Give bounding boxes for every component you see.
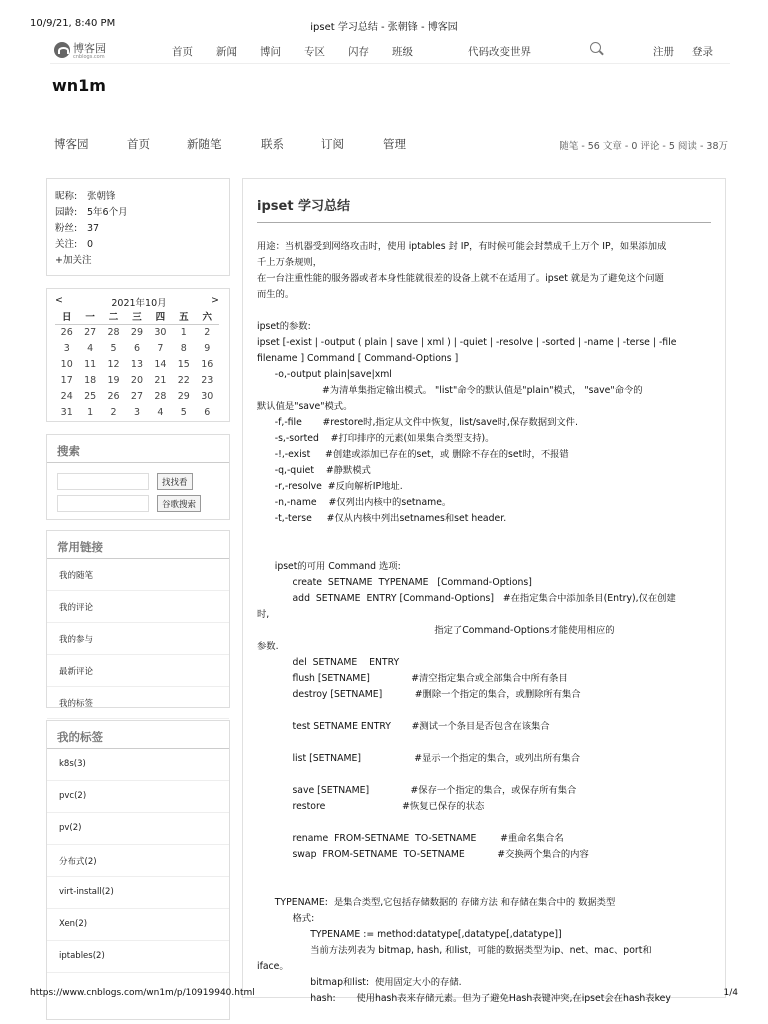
calendar-weekday: 六 bbox=[196, 309, 219, 324]
search-panel bbox=[46, 434, 230, 520]
calendar-day[interactable]: 23 bbox=[201, 374, 214, 386]
calendar-next-month[interactable]: > bbox=[211, 295, 219, 306]
topnav-item-flash[interactable]: 闪存 bbox=[348, 46, 369, 58]
calendar-day[interactable]: 6 bbox=[133, 342, 140, 354]
blog-title[interactable]: wn1m bbox=[52, 76, 106, 95]
calendar-weekday: 一 bbox=[78, 309, 101, 324]
calendar-day[interactable]: 29 bbox=[177, 390, 190, 402]
tag-item[interactable]: pvc(2) bbox=[47, 781, 229, 813]
profile-label: 粉丝: bbox=[55, 223, 78, 234]
print-datetime: 10/9/21, 8:40 PM bbox=[30, 18, 116, 29]
calendar-day[interactable]: 9 bbox=[204, 342, 211, 354]
calendar-day[interactable]: 30 bbox=[201, 390, 214, 402]
tag-item[interactable]: k8s(3) bbox=[47, 749, 229, 781]
profile-label: 昵称: bbox=[55, 191, 78, 202]
calendar-day[interactable]: 11 bbox=[84, 358, 97, 370]
post-line: test SETNAME ENTRY #测试一个条目是否包含在该集合 bbox=[257, 721, 550, 732]
post-line: destroy [SETNAME] #删除一个指定的集合，或删除所有集合 bbox=[257, 689, 581, 700]
site-search-button[interactable]: 找找看 bbox=[157, 473, 193, 490]
site-search-input[interactable] bbox=[57, 473, 149, 490]
calendar-weekday: 二 bbox=[102, 309, 125, 324]
calendar-day[interactable]: 26 bbox=[107, 390, 120, 402]
calendar-day[interactable]: 22 bbox=[177, 374, 190, 386]
search-icon[interactable] bbox=[590, 42, 604, 56]
calendar-month-title: 2021年10月 bbox=[111, 298, 167, 309]
calendar-day[interactable]: 3 bbox=[133, 406, 140, 418]
topnav-item-home[interactable]: 首页 bbox=[172, 46, 193, 58]
blank-line bbox=[257, 863, 711, 879]
calendar-day[interactable]: 1 bbox=[180, 326, 187, 338]
topnav-item-class[interactable]: 班级 bbox=[392, 46, 413, 58]
calendar-day[interactable]: 19 bbox=[107, 374, 120, 386]
post-line: 而生的。 bbox=[257, 289, 295, 300]
calendar-day[interactable]: 28 bbox=[154, 390, 167, 402]
post-line: 当前方法列表为 bitmap, hash, 和list，可能的数据类型为ip、net、mac、port和 bbox=[257, 945, 652, 956]
blognav-item-cnblogs[interactable]: 博客园 bbox=[54, 137, 89, 151]
profile-row bbox=[55, 205, 229, 221]
calendar-day[interactable]: 27 bbox=[84, 326, 97, 338]
logo-subtext: cnblogs.com bbox=[73, 54, 105, 60]
topnav-item-slogan[interactable]: 代码改变世界 bbox=[468, 46, 531, 58]
profile-label: 园龄: bbox=[55, 207, 78, 218]
search-panel-title: 搜索 bbox=[47, 435, 229, 463]
calendar-day[interactable]: 24 bbox=[60, 390, 73, 402]
logo-text: 博客园 bbox=[73, 42, 106, 55]
profile-age[interactable]: 5年6个月 bbox=[87, 207, 128, 218]
blog-nav bbox=[50, 134, 730, 154]
blog-stats: 随笔 - 56 文章 - 0 评论 - 5 阅读 - 38万 bbox=[559, 141, 728, 152]
calendar-day[interactable]: 2 bbox=[204, 326, 211, 338]
link-my-participation[interactable]: 我的参与 bbox=[47, 623, 229, 655]
calendar-day[interactable]: 6 bbox=[204, 406, 211, 418]
calendar-day[interactable]: 12 bbox=[107, 358, 120, 370]
profile-following[interactable]: 0 bbox=[87, 239, 94, 250]
post-line: 时, bbox=[257, 609, 270, 620]
tag-item[interactable]: 分布式(2) bbox=[47, 845, 229, 877]
calendar-day[interactable]: 2 bbox=[110, 406, 117, 418]
calendar-weekday: 五 bbox=[172, 309, 195, 324]
post-line: TYPENAME: 是集合类型,它包括存储数据的 存储方法 和存储在集合中的 数据类型 bbox=[257, 897, 616, 908]
post-container bbox=[242, 178, 726, 1004]
post-line: #为清单集指定输出模式。 "list"命令的默认值是"plain"模式， "save"命令的 bbox=[257, 385, 643, 396]
post-line: 指定了Command-Options才能使用相应的 bbox=[257, 625, 615, 636]
profile-row bbox=[55, 189, 229, 205]
post-line: ipset的可用 Command 选项: bbox=[257, 561, 401, 572]
calendar-day[interactable]: 15 bbox=[177, 358, 190, 370]
post-line: add SETNAME ENTRY [Command-Options] #在指定集合中添加条目(Entry),仅在创建 bbox=[257, 593, 676, 604]
my-tags-title: 我的标签 bbox=[47, 721, 229, 749]
calendar-weekday: 四 bbox=[149, 309, 172, 324]
post-line: 在一台注重性能的服务器或者本身性能就很差的设备上就不在适用了。ipset 就是为了避免这个问题 bbox=[257, 273, 664, 284]
post-line: flush [SETNAME] #清空指定集合或全部集合中所有条目 bbox=[257, 673, 568, 684]
calendar-day[interactable]: 21 bbox=[154, 374, 167, 386]
link-latest-comments[interactable]: 最新评论 bbox=[47, 655, 229, 687]
calendar-day[interactable]: 7 bbox=[157, 342, 164, 354]
post-line: -n,-name #仅列出内核中的setname。 bbox=[257, 497, 452, 508]
calendar-weekday: 三 bbox=[125, 309, 148, 324]
print-url: https://www.cnblogs.com/wn1m/p/10919940.html bbox=[30, 988, 255, 998]
blank-line bbox=[257, 303, 711, 319]
profile-nickname[interactable]: 张朝锋 bbox=[87, 191, 116, 202]
calendar-day[interactable]: 10 bbox=[60, 358, 73, 370]
calendar-day[interactable]: 18 bbox=[84, 374, 97, 386]
tag-item[interactable]: pv(2) bbox=[47, 813, 229, 845]
link-my-tags[interactable]: 我的标签 bbox=[47, 687, 229, 719]
my-tags-panel bbox=[46, 720, 230, 1020]
calendar-day[interactable]: 8 bbox=[180, 342, 187, 354]
calendar-day[interactable]: 20 bbox=[130, 374, 144, 386]
blognav-item-new-post[interactable]: 新随笔 bbox=[187, 137, 222, 151]
google-search-button[interactable]: 谷歌搜索 bbox=[157, 495, 201, 512]
cnblogs-logo-icon bbox=[54, 42, 70, 58]
calendar-day[interactable]: 4 bbox=[157, 406, 164, 418]
site-topnav bbox=[50, 38, 730, 64]
post-line: restore #恢复已保存的状态 bbox=[257, 801, 485, 812]
blank-line bbox=[257, 879, 711, 895]
blank-line bbox=[257, 527, 711, 543]
post-line: del SETNAME ENTRY bbox=[257, 657, 400, 668]
calendar-day[interactable]: 3 bbox=[63, 342, 70, 354]
blank-line bbox=[257, 703, 711, 719]
profile-row bbox=[55, 237, 229, 253]
calendar-day[interactable]: 28 bbox=[107, 326, 120, 338]
calendar-week bbox=[55, 340, 219, 356]
calendar-week bbox=[55, 372, 219, 388]
tag-item[interactable]: virt-install(2) bbox=[47, 877, 229, 909]
common-links-panel bbox=[46, 530, 230, 708]
calendar-day[interactable]: 14 bbox=[154, 358, 167, 370]
post-body bbox=[257, 239, 711, 1007]
link-my-comments[interactable]: 我的评论 bbox=[47, 591, 229, 623]
calendar-prev-month[interactable]: < bbox=[55, 295, 63, 306]
calendar-week bbox=[55, 404, 219, 420]
post-line: rename FROM-SETNAME TO-SETNAME #重命名集合名 bbox=[257, 833, 564, 844]
post-line: 参数. bbox=[257, 641, 279, 652]
post-line: 用途：当机器受到网络攻击时，使用 iptables 封 IP，有时候可能会封禁成千上万个 IP，如果添加成 bbox=[257, 241, 667, 252]
post-line: -f,-file #restore时,指定从文件中恢复，list/save时,保存数据到文件. bbox=[257, 417, 578, 428]
calendar-day[interactable]: 30 bbox=[154, 326, 167, 338]
post-line: swap FROM-SETNAME TO-SETNAME #交换两个集合的内容 bbox=[257, 849, 589, 860]
calendar-day[interactable]: 27 bbox=[130, 390, 144, 402]
calendar-day[interactable]: 25 bbox=[84, 390, 97, 402]
post-line: -q,-quiet #静默模式 bbox=[257, 465, 371, 476]
post-line: bitmap和list: 使用固定大小的存储. bbox=[257, 977, 462, 988]
post-line: -r,-resolve #反向解析IP地址. bbox=[257, 481, 403, 492]
profile-row bbox=[55, 221, 229, 237]
calendar-week bbox=[55, 388, 219, 404]
calendar-day[interactable]: 5 bbox=[110, 342, 117, 354]
post-line: 格式: bbox=[257, 913, 315, 924]
post-line: -t,-terse #仅从内核中列出setnames和set header. bbox=[257, 513, 507, 524]
calendar-day[interactable]: 1 bbox=[87, 406, 94, 418]
topnav-item-news[interactable]: 新闻 bbox=[216, 46, 237, 58]
link-my-posts[interactable]: 我的随笔 bbox=[47, 559, 229, 591]
calendar-week bbox=[55, 324, 219, 340]
print-doc-title: ipset 学习总结 - 张朝锋 - 博客园 bbox=[310, 22, 458, 33]
blank-line bbox=[257, 815, 711, 831]
post-title[interactable]: ipset 学习总结 bbox=[257, 195, 711, 223]
profile-followers[interactable]: 37 bbox=[87, 223, 100, 234]
blank-line bbox=[257, 735, 711, 751]
calendar-grid bbox=[55, 309, 219, 420]
tag-item[interactable]: Xen(2) bbox=[47, 909, 229, 941]
calendar-days bbox=[55, 324, 219, 420]
calendar-header bbox=[55, 293, 223, 309]
post-line: ipset [-exist | -output ( plain | save | xml ) | -quiet | -resolve | -sorted | -name | -terse | -file bbox=[257, 337, 677, 348]
post-line: -o,-output plain|save|xml bbox=[257, 369, 392, 380]
blognav-item-subscribe[interactable]: 订阅 bbox=[321, 137, 344, 151]
calendar-day[interactable]: 5 bbox=[180, 406, 187, 418]
post-line: list [SETNAME] #显示一个指定的集合，或列出所有集合 bbox=[257, 753, 581, 764]
cnblogs-logo[interactable] bbox=[54, 40, 114, 62]
blank-line bbox=[257, 543, 711, 559]
print-footer bbox=[30, 988, 738, 1002]
profile-panel bbox=[46, 178, 230, 276]
blognav-item-manage[interactable]: 管理 bbox=[383, 137, 406, 151]
post-line: save [SETNAME] #保存一个指定的集合，或保存所有集合 bbox=[257, 785, 577, 796]
calendar-day[interactable]: 31 bbox=[60, 406, 73, 418]
calendar-day[interactable]: 29 bbox=[130, 326, 144, 338]
topnav-item-questions[interactable]: 博问 bbox=[260, 46, 281, 58]
print-header bbox=[30, 18, 738, 32]
print-page-number: 1/4 bbox=[723, 988, 738, 998]
calendar-day[interactable]: 26 bbox=[60, 326, 73, 338]
calendar-day[interactable]: 16 bbox=[201, 358, 214, 370]
post-line: 千上万条规则， bbox=[257, 257, 323, 268]
post-line: -!,-exist #创建或添加已存在的set，或 删除不存在的set时，不报错 bbox=[257, 449, 569, 460]
login-link[interactable]: 登录 bbox=[692, 46, 713, 58]
calendar-week bbox=[55, 356, 219, 372]
calendar-day[interactable]: 4 bbox=[87, 342, 94, 354]
blognav-item-contact[interactable]: 联系 bbox=[261, 137, 284, 151]
tag-item[interactable]: iptables(2) bbox=[47, 941, 229, 973]
calendar-panel bbox=[46, 288, 230, 422]
calendar-day[interactable]: 17 bbox=[60, 374, 73, 386]
calendar-weekday: 日 bbox=[55, 309, 78, 324]
blank-line bbox=[257, 767, 711, 783]
post-line: ipset的参数: bbox=[257, 321, 311, 332]
google-search-input[interactable] bbox=[57, 495, 149, 512]
topnav-item-zones[interactable]: 专区 bbox=[304, 46, 325, 58]
follow-link[interactable]: +加关注 bbox=[55, 255, 92, 266]
blognav-item-home[interactable]: 首页 bbox=[127, 137, 150, 151]
calendar-day[interactable]: 13 bbox=[130, 358, 144, 370]
post-line: -s,-sorted #打印排序的元素(如果集合类型支持)。 bbox=[257, 433, 495, 444]
post-line: filename ] Command [ Command-Options ] bbox=[257, 353, 459, 364]
post-line: 默认值是"save"模式。 bbox=[257, 401, 353, 412]
profile-label: 关注: bbox=[55, 239, 78, 250]
post-line: TYPENAME := method:datatype[,datatype[,datatype]] bbox=[257, 929, 562, 940]
post-line: iface。 bbox=[257, 961, 289, 972]
register-link[interactable]: 注册 bbox=[653, 46, 674, 58]
post-line: hash: 使用hash表来存储元素。但为了避免Hash表键冲突,在ipset会在hash表key bbox=[257, 993, 671, 1004]
common-links-title: 常用链接 bbox=[47, 531, 229, 559]
post-line: create SETNAME TYPENAME [Command-Options] bbox=[257, 577, 532, 588]
